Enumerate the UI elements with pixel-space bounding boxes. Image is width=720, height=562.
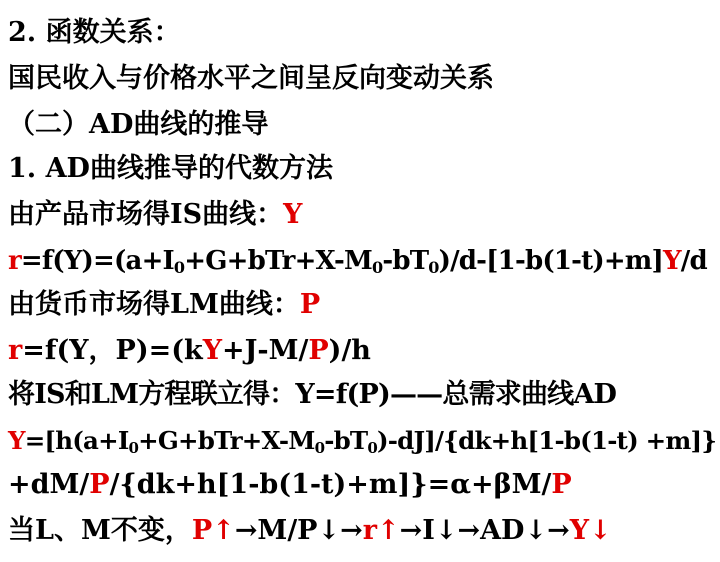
is-curve-intro-text: 由产品市场得IS曲线： <box>8 199 284 230</box>
lm-curve-intro-text: 由货币市场得LM曲线： <box>8 289 300 320</box>
ad-eq-sub-m0: 0 <box>314 439 325 457</box>
ad-eq-sub-t0: 0 <box>367 439 377 457</box>
is-eq-part-c: -bT <box>382 246 429 276</box>
lm-eq-p: P <box>308 335 329 366</box>
is-eq-y: Y <box>663 246 681 276</box>
section-title-ad-derivation: （二）AD曲线的推导 <box>8 109 269 140</box>
is-eq-sub-m0: 0 <box>371 258 383 277</box>
transmission-part-b: →M/P↓→ <box>234 515 363 546</box>
ad-eq2-part-a: +dM/ <box>8 469 90 500</box>
ad-eq-part-c: -bT <box>324 426 368 455</box>
heading-function-relation: 2. 函数关系： <box>8 17 181 48</box>
lm-eq-part-a: =f(Y，P)=(k <box>22 335 203 366</box>
is-eq-r: r <box>8 246 21 276</box>
ad-eq-part-b: +G+bTr+X-M <box>138 426 315 455</box>
lm-equation <box>8 333 371 369</box>
is-equation <box>8 243 707 279</box>
lm-variable-p: P <box>299 289 321 320</box>
ad-equation-line1 <box>8 423 716 459</box>
ad-eq-part-a: =[h(a+I <box>24 426 129 455</box>
lm-curve-intro <box>8 287 320 323</box>
ad-eq-part-d: )-dJ]/{dk+h[1-b(1-t) +m]} <box>376 426 717 455</box>
is-eq-part-e: /d <box>680 246 707 276</box>
is-eq-part-b: +G+bTr+X-M <box>184 246 372 276</box>
lm-eq-r: r <box>8 335 23 366</box>
transmission-part-a: 当L、M不变， <box>8 515 192 546</box>
is-eq-sub-i0: 0 <box>173 258 185 277</box>
lm-eq-part-b: +J-M/ <box>222 335 309 366</box>
transmission-p-up: P↑ <box>191 515 235 546</box>
ad-eq-y: Y <box>8 426 25 455</box>
is-lm-combination: 将IS和LM方程联立得：Y=f(P)——总需求曲线AD <box>8 379 617 410</box>
transmission-r-up: r↑ <box>362 515 400 546</box>
ad-eq2-part-b: /{dk+h[1-b(1-t)+m]}=α+βM/ <box>109 469 552 500</box>
ad-eq2-p2: P <box>551 469 572 500</box>
ad-eq2-p1: P <box>89 469 110 500</box>
ad-equation-line2 <box>8 467 572 503</box>
ad-eq-sub-i0: 0 <box>128 439 139 457</box>
relation-description: 国民收入与价格水平之间呈反向变动关系 <box>8 63 494 94</box>
transmission-mechanism <box>8 513 612 549</box>
is-eq-part-a: =f(Y)=(a+I <box>20 246 174 276</box>
is-eq-part-d: )/d-[1-b(1-t)+m] <box>438 246 664 276</box>
is-eq-sub-t0: 0 <box>428 258 439 277</box>
is-variable-y: Y <box>283 199 303 230</box>
transmission-part-c: →I↓→AD↓→ <box>399 515 570 546</box>
subsection-title-algebraic-method: 1. AD曲线推导的代数方法 <box>8 153 333 184</box>
transmission-y-down: Y↓ <box>569 515 612 546</box>
is-curve-intro <box>8 197 302 233</box>
lm-eq-part-c: )/h <box>328 335 371 366</box>
lm-eq-y: Y <box>202 335 222 366</box>
